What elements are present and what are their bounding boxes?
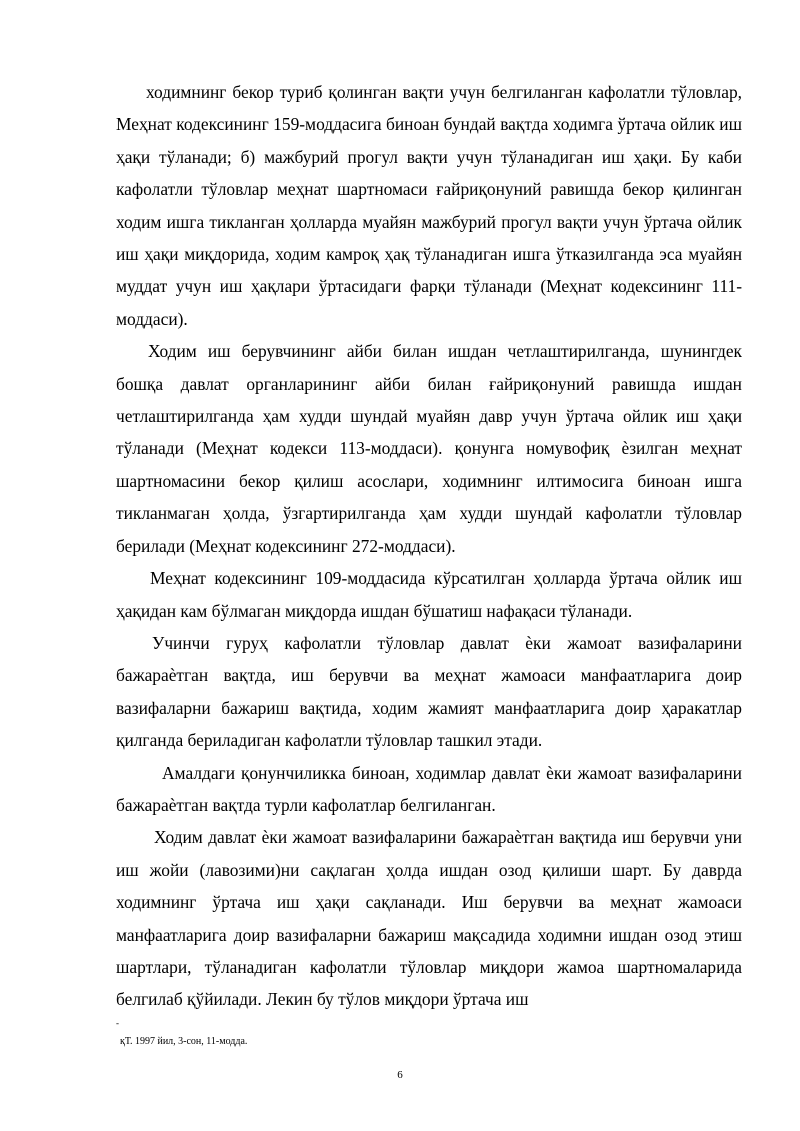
footnote: қТ. 1997 йил, 3-сон, 11-модда. — [120, 1036, 248, 1047]
footnote-separator: - — [116, 1018, 119, 1028]
page-number: 6 — [397, 1069, 403, 1081]
paragraph: Амалдаги қонунчиликка биноан, ходимлар давлат ѐки жамоат вазифаларини бажараѐтган вақтда турли кафолатлар белгиланган. — [116, 762, 742, 815]
paragraph: Ходим иш берувчининг айби билан ишдан четлаштирилганда, шунингдек бошқа давлат органларининг айби билан ғайриқонуний равишда ишдан четлаштирилганда ҳам худди шундай муайян давр учун ўртача ойлик иш ҳақи тўланади (Меҳнат кодекси 113-моддаси). қонунга номувофиқ ѐзилган меҳнат шартномасини бекор қилиш асослари, ходимнинг илтимосига биноан ишга тикланмаган ҳолда, ўзгартирилганда ҳам худди шундай кафолатли тўловлар берилади (Меҳнат кодексининг 272-моддаси). — [116, 341, 742, 556]
document-body — [116, 76, 742, 1016]
paragraph: Учинчи гуруҳ кафолатли тўловлар давлат ѐки жамоат вазифаларини бажараѐтган вақтда, иш берувчи ва меҳнат жамоаси манфаатларига доир вазифаларни бажариш вақтида, ходим жамият манфаатларига доир ҳаракатлар қилганда бериладиган кафолатли тўловлар ташкил этади. — [116, 632, 742, 751]
paragraph: Ходим давлат ѐки жамоат вазифаларини бажараѐтган вақтида иш берувчи уни иш жойи (лавозими)ни сақлаган ҳолда ишдан озод қилиши шарт. Бу даврда ходимнинг ўртача иш ҳақи сақланади. Иш берувчи ва меҳнат жамоаси манфаатларига доир вазифаларни бажариш мақсадида ходимни ишдан озод этиш шартлари, тўланадиган кафолатли тўловлар миқдори жамоа шартномаларида белгилаб қўйилади. Лекин бу тўлов миқдори ўртача иш — [116, 827, 742, 1010]
paragraph: Меҳнат кодексининг 109-моддасида кўрсатилган ҳолларда ўртача ойлик иш ҳақидан кам бўлмаган миқдорда ишдан бўшатиш нафақаси тўланади. — [116, 568, 742, 621]
paragraph: ходимнинг бекор туриб қолинган вақти учун белгиланган кафолатли тўловлар, Меҳнат кодексининг 159-моддасига биноан бундай вақтда ходимга ўртача ойлик иш ҳақи тўланади; б) мажбурий прогул вақти учун тўланадиган иш ҳақи. Бу каби кафолатли тўловлар меҳнат шартномаси ғайриқонуний равишда бекор қилинган ходим ишга тикланган ҳолларда муайян мажбурий прогул вақти учун ўртача ойлик иш ҳақи миқдорида, ходим камроқ ҳақ тўланадиган ишга ўтказилганда эса муайян муддат учун иш ҳақлари ўртасидаги фарқи тўланади (Меҳнат кодексининг 111-моддаси). — [116, 82, 742, 329]
